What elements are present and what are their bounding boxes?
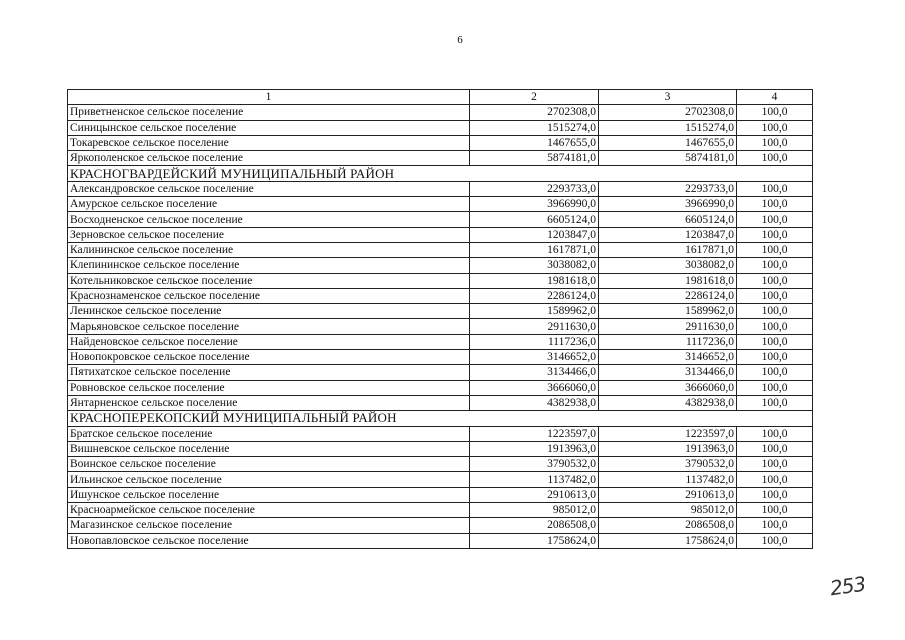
planned-amount-cell: 2702308,0 [470, 105, 599, 120]
percent-cell: 100,0 [737, 151, 813, 166]
settlement-name-cell: Восходненское сельское поселение [68, 212, 470, 227]
planned-amount-cell: 2086508,0 [470, 518, 599, 533]
percent-cell: 100,0 [737, 242, 813, 257]
percent-cell: 100,0 [737, 365, 813, 380]
table-row [68, 350, 813, 365]
executed-amount-cell: 3790532,0 [599, 457, 737, 472]
settlement-name-cell: Амурское сельское поселение [68, 197, 470, 212]
planned-amount-cell: 3134466,0 [470, 365, 599, 380]
settlement-name-cell: Ровновское сельское поселение [68, 380, 470, 395]
settlement-name-cell: Краснознаменское сельское поселение [68, 288, 470, 303]
table-row [68, 380, 813, 395]
planned-amount-cell: 1589962,0 [470, 304, 599, 319]
planned-amount-cell: 2286124,0 [470, 288, 599, 303]
table-row [68, 151, 813, 166]
percent-cell: 100,0 [737, 319, 813, 334]
settlement-name-cell: Яркополенское сельское поселение [68, 151, 470, 166]
executed-amount-cell: 2293733,0 [599, 181, 737, 196]
planned-amount-cell: 1137482,0 [470, 472, 599, 487]
executed-amount-cell: 1137482,0 [599, 472, 737, 487]
settlement-name-cell: Братское сельское поселение [68, 426, 470, 441]
table-row [68, 533, 813, 548]
table-row [68, 426, 813, 441]
executed-amount-cell: 1223597,0 [599, 426, 737, 441]
district-heading-row [68, 166, 813, 181]
settlement-name-cell: Токаревское сельское поселение [68, 135, 470, 150]
percent-cell: 100,0 [737, 197, 813, 212]
column-number-1: 1 [68, 90, 470, 105]
planned-amount-cell: 1617871,0 [470, 242, 599, 257]
percent-cell: 100,0 [737, 135, 813, 150]
settlement-name-cell: Воинское сельское поселение [68, 457, 470, 472]
percent-cell: 100,0 [737, 472, 813, 487]
executed-amount-cell: 3038082,0 [599, 258, 737, 273]
executed-amount-cell: 4382938,0 [599, 395, 737, 410]
settlement-name-cell: Ленинское сельское поселение [68, 304, 470, 319]
table-row [68, 227, 813, 242]
executed-amount-cell: 2910613,0 [599, 487, 737, 502]
executed-amount-cell: 1617871,0 [599, 242, 737, 257]
table-row [68, 319, 813, 334]
planned-amount-cell: 2910613,0 [470, 487, 599, 502]
executed-amount-cell: 2086508,0 [599, 518, 737, 533]
settlement-name-cell: Александровское сельское поселение [68, 181, 470, 196]
table-row [68, 181, 813, 196]
planned-amount-cell: 985012,0 [470, 503, 599, 518]
table-row [68, 197, 813, 212]
percent-cell: 100,0 [737, 441, 813, 456]
column-number-row [68, 90, 813, 105]
settlement-name-cell: Найденовское сельское поселение [68, 334, 470, 349]
table-row [68, 518, 813, 533]
table-row [68, 441, 813, 456]
executed-amount-cell: 3966990,0 [599, 197, 737, 212]
district-heading: КРАСНОГВАРДЕЙСКИЙ МУНИЦИПАЛЬНЫЙ РАЙОН [68, 166, 813, 181]
planned-amount-cell: 5874181,0 [470, 151, 599, 166]
settlement-name-cell: Клепининское сельское поселение [68, 258, 470, 273]
executed-amount-cell: 1515274,0 [599, 120, 737, 135]
percent-cell: 100,0 [737, 457, 813, 472]
executed-amount-cell: 3666060,0 [599, 380, 737, 395]
table-row [68, 135, 813, 150]
executed-amount-cell: 2286124,0 [599, 288, 737, 303]
settlement-name-cell: Марьяновское сельское поселение [68, 319, 470, 334]
budget-table [67, 89, 813, 549]
settlement-name-cell: Пятихатское сельское поселение [68, 365, 470, 380]
percent-cell: 100,0 [737, 380, 813, 395]
settlement-name-cell: Котельниковское сельское поселение [68, 273, 470, 288]
percent-cell: 100,0 [737, 227, 813, 242]
executed-amount-cell: 985012,0 [599, 503, 737, 518]
planned-amount-cell: 3966990,0 [470, 197, 599, 212]
settlement-name-cell: Зерновское сельское поселение [68, 227, 470, 242]
district-heading: КРАСНОПЕРЕКОПСКИЙ МУНИЦИПАЛЬНЫЙ РАЙОН [68, 411, 813, 426]
percent-cell: 100,0 [737, 395, 813, 410]
table-row [68, 457, 813, 472]
percent-cell: 100,0 [737, 212, 813, 227]
executed-amount-cell: 1467655,0 [599, 135, 737, 150]
district-heading-row [68, 411, 813, 426]
settlement-name-cell: Калининское сельское поселение [68, 242, 470, 257]
planned-amount-cell: 2293733,0 [470, 181, 599, 196]
percent-cell: 100,0 [737, 288, 813, 303]
executed-amount-cell: 5874181,0 [599, 151, 737, 166]
executed-amount-cell: 1981618,0 [599, 273, 737, 288]
settlement-name-cell: Новопокровское сельское поселение [68, 350, 470, 365]
table-row [68, 258, 813, 273]
percent-cell: 100,0 [737, 334, 813, 349]
table-row [68, 304, 813, 319]
percent-cell: 100,0 [737, 426, 813, 441]
planned-amount-cell: 1117236,0 [470, 334, 599, 349]
executed-amount-cell: 6605124,0 [599, 212, 737, 227]
executed-amount-cell: 3146652,0 [599, 350, 737, 365]
settlement-name-cell: Ильинское сельское поселение [68, 472, 470, 487]
planned-amount-cell: 3790532,0 [470, 457, 599, 472]
percent-cell: 100,0 [737, 304, 813, 319]
table-row [68, 503, 813, 518]
column-number-4: 4 [737, 90, 813, 105]
planned-amount-cell: 3146652,0 [470, 350, 599, 365]
planned-amount-cell: 1515274,0 [470, 120, 599, 135]
settlement-name-cell: Красноармейское сельское поселение [68, 503, 470, 518]
planned-amount-cell: 1467655,0 [470, 135, 599, 150]
planned-amount-cell: 1758624,0 [470, 533, 599, 548]
planned-amount-cell: 1203847,0 [470, 227, 599, 242]
settlement-name-cell: Магазинское сельское поселение [68, 518, 470, 533]
settlement-name-cell: Приветненское сельское поселение [68, 105, 470, 120]
table-row [68, 487, 813, 502]
executed-amount-cell: 1203847,0 [599, 227, 737, 242]
table-row [68, 365, 813, 380]
settlement-name-cell: Ишунское сельское поселение [68, 487, 470, 502]
settlement-name-cell: Синицынское сельское поселение [68, 120, 470, 135]
percent-cell: 100,0 [737, 487, 813, 502]
percent-cell: 100,0 [737, 350, 813, 365]
planned-amount-cell: 1223597,0 [470, 426, 599, 441]
column-number-3: 3 [599, 90, 737, 105]
handwritten-page-mark: 253 [828, 571, 867, 601]
table-row [68, 212, 813, 227]
table-row [68, 395, 813, 410]
executed-amount-cell: 2911630,0 [599, 319, 737, 334]
page-number: 6 [457, 34, 463, 46]
column-number-2: 2 [470, 90, 599, 105]
settlement-name-cell: Янтарненское сельское поселение [68, 395, 470, 410]
planned-amount-cell: 2911630,0 [470, 319, 599, 334]
executed-amount-cell: 1913963,0 [599, 441, 737, 456]
executed-amount-cell: 1589962,0 [599, 304, 737, 319]
percent-cell: 100,0 [737, 273, 813, 288]
table-row [68, 288, 813, 303]
table-row [68, 273, 813, 288]
percent-cell: 100,0 [737, 258, 813, 273]
settlement-name-cell: Вишневское сельское поселение [68, 441, 470, 456]
percent-cell: 100,0 [737, 181, 813, 196]
percent-cell: 100,0 [737, 518, 813, 533]
settlement-name-cell: Новопавловское сельское поселение [68, 533, 470, 548]
budget-table-body [68, 90, 813, 549]
planned-amount-cell: 3666060,0 [470, 380, 599, 395]
percent-cell: 100,0 [737, 533, 813, 548]
percent-cell: 100,0 [737, 105, 813, 120]
executed-amount-cell: 3134466,0 [599, 365, 737, 380]
table-row [68, 242, 813, 257]
executed-amount-cell: 1117236,0 [599, 334, 737, 349]
executed-amount-cell: 1758624,0 [599, 533, 737, 548]
planned-amount-cell: 6605124,0 [470, 212, 599, 227]
table-row [68, 120, 813, 135]
planned-amount-cell: 1913963,0 [470, 441, 599, 456]
percent-cell: 100,0 [737, 120, 813, 135]
table-row [68, 334, 813, 349]
planned-amount-cell: 1981618,0 [470, 273, 599, 288]
percent-cell: 100,0 [737, 503, 813, 518]
planned-amount-cell: 4382938,0 [470, 395, 599, 410]
executed-amount-cell: 2702308,0 [599, 105, 737, 120]
table-row [68, 472, 813, 487]
planned-amount-cell: 3038082,0 [470, 258, 599, 273]
table-row [68, 105, 813, 120]
